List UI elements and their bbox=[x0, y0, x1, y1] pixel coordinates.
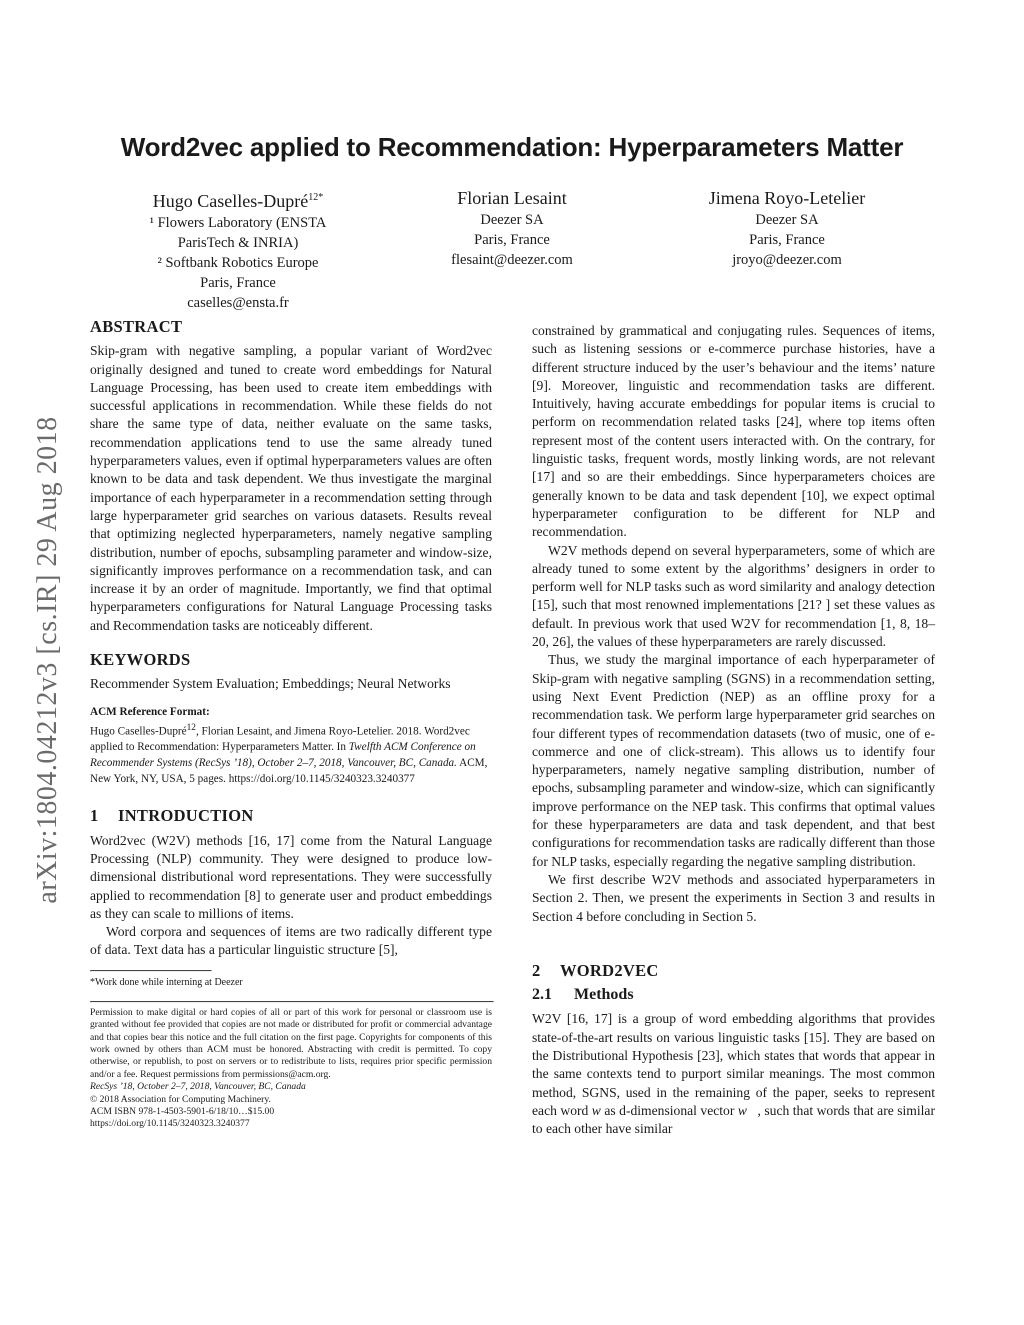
right-column bbox=[532, 322, 935, 1138]
acm-reference-label: ACM Reference Format: bbox=[90, 705, 210, 718]
permission-venue: RecSys ’18, October 2–7, 2018, Vancouver, BC, Canada bbox=[90, 1081, 306, 1093]
methods-paragraph: W2V [16, 17] is a group of word embedding algorithms that provides state-of-the-art results on various linguistic tasks [15]. They are based on the Distributional Hypothesis [23], which states that words that appear in the same contexts tend to purport similar meanings. The most common method, SGNS, used in the remaining of the paper, seeks to represent each word w as d-dimensional vector w⃗, such that words that are similar to each other have similar bbox=[532, 1011, 935, 1137]
keywords-heading: KEYWORDS bbox=[90, 650, 191, 670]
arxiv-stamp bbox=[18, 350, 78, 970]
author-block-2 bbox=[392, 186, 632, 270]
author-block-1 bbox=[118, 186, 358, 313]
abstract-text: Skip-gram with negative sampling, a popular variant of Word2vec originally designed and tuned to create word embeddings for Natural Language Processing, has been used to create item embeddings with successful applications in recommendation. While these fields do not share the same type of data, neither evaluate on the same tasks, recommendation applications tend to use the same already tuned hyperparameters values, even if optimal hyperparameters values are often known to be data and task dependent. We thus investigate the marginal importance of each hyperparameter in a recommendation setting through large hyperparameter grid searches on various datasets. Results reveal that optimizing neglected hyperparameters, namely negative sampling distribution, number of epochs, subsampling parameter and window-size, significantly improves performance on a recommendation task, and can increase it by an order of magnitude. Importantly, we find that optimal hyperparameters configurations for Natural Language Processing tasks and Recommendation tasks are noticeably different. bbox=[90, 343, 492, 633]
author-email: flesaint@deezer.com bbox=[451, 252, 573, 268]
intro-paragraph-3: constrained by grammatical and conjugating rules. Sequences of items, such as listening sessions or e-commerce purchase histories, have a different structure induced by the user’s behaviour and the items’ nature [9]. Moreover, linguistic and recommendation tasks are different. Intuitively, having accurate embeddings for popular items is crucial to perform on recommendation related tasks [24], where top items often represent most of the content users interacted with. On the contrary, for linguistic tasks, frequent words, mostly linking words, are not relevant [17] and so are their embeddings. Since hyperparameters choices are generally known to be data and task dependent [10], we expect optimal hyperparameter configuration to be different for NLP and recommendation. bbox=[532, 323, 935, 540]
left-column bbox=[90, 318, 492, 1131]
acm-reference: ACM Reference Format: Hugo Caselles-Dupré$^{12}$, Florian Lesaint, and Jimena Royo-Letelier. 2018. Word2vec applied to Recommendation: Hyperparameters Matter. In Twelfth ACM Conference on Recommender Systems (RecSys ’18), October 2–7, 2018, Vancouver, BC, Canada. ACM, New York, NY, USA, 5 pages. https://doi.org/10.1145/3240323.3240377 bbox=[90, 704, 492, 788]
methods-heading: 2.1 Methods bbox=[532, 986, 634, 1004]
permission-copyright: © 2018 Association for Computing Machinery. bbox=[90, 1093, 271, 1105]
arxiv-id: arXiv:1804.04212v3 [cs.IR] 29 Aug 2018 bbox=[32, 416, 63, 904]
author-affiliation: Deezer SA bbox=[480, 212, 544, 228]
footnote: *Work done while interning at Deezer bbox=[90, 976, 243, 988]
author-affiliation: ParisTech & INRIA) bbox=[177, 235, 299, 251]
author-location: Paris, France bbox=[200, 275, 276, 291]
author-name: Jimena Royo-Letelier bbox=[708, 188, 866, 208]
permission-text: Permission to make digital or hard copies of all or part of this work for personal or classroom use is granted without fee provided that copies are not made or distributed for profit or commercial advantage and that copies bear this notice and the full citation on the first page. Copyrights for components of this work owned by others than ACM must be honored. Abstracting with credit is permitted. To copy otherwise, or republish, to post on servers or to redistribute to lists, requires prior specific permission and/or a fee. Request permissions from permissions@acm.org. bbox=[90, 1006, 492, 1080]
permission-isbn: ACM ISBN 978-1-4503-5901-6/18/10…$15.00 bbox=[90, 1106, 275, 1117]
author-affiliation: ² Softbank Robotics Europe bbox=[157, 255, 319, 271]
intro-paragraph-1: Word2vec (W2V) methods [16, 17] come from the Natural Language Processing (NLP) community. They were designed to produce low-dimensional distributional word representations. They were successfully applied to recommendation [8] to generate user and product embeddings as they can scale to millions of items. bbox=[90, 832, 492, 921]
author-name: Florian Lesaint bbox=[457, 188, 567, 208]
author-name: Hugo Caselles-Dupré$^{12*}$ bbox=[152, 191, 324, 211]
author-email: caselles@ensta.fr bbox=[187, 295, 289, 311]
permission-doi: https://doi.org/10.1145/3240323.3240377 bbox=[90, 1118, 250, 1130]
permission-block bbox=[90, 1007, 492, 1131]
author-affiliation: ¹ Flowers Laboratory (ENSTA bbox=[149, 215, 327, 231]
author-location: Paris, France bbox=[474, 232, 550, 248]
intro-paragraph-4: W2V methods depend on several hyperparameters, some of which are already tuned to some extent by the algorithms’ designers in order to perform well for NLP tasks such as word similarity and analogy detection [15], such that most renowned implementations [21? ] set these values as default. In previous work that used W2V for recommendation [1, 8, 18–20, 26], the values of these hyperparameters are rarely discussed. bbox=[532, 542, 935, 650]
author-location: Paris, France bbox=[749, 232, 825, 248]
footnote-rule bbox=[90, 970, 212, 972]
intro-heading: 1 INTRODUCTION bbox=[90, 806, 254, 826]
intro-paragraph-6: We first describe W2V methods and associated hyperparameters in Section 2. Then, we present the experiments in Section 3 and results in Section 4 before concluding in Section 5. bbox=[532, 871, 935, 924]
intro-paragraph-2: Word corpora and sequences of items are two radically different type of data. Text data has a particular linguistic structure [5], bbox=[90, 924, 492, 958]
author-email: jroyo@deezer.com bbox=[732, 252, 842, 268]
author-affiliation: Deezer SA bbox=[755, 212, 819, 228]
abstract-heading: ABSTRACT bbox=[90, 317, 183, 336]
permission-rule bbox=[90, 1001, 494, 1003]
intro-paragraph-5: Thus, we study the marginal importance of each hyperparameter of Skip-gram with negative sampling (SGNS) in a recommendation setting, using Next Event Prediction (NEP) as an offline proxy for a recommendation task. We perform large hyperparameter grid searches on four different types of recommendation datasets (two of music, one of e-commerce and one of click-stream). This allows us to identify four hyperparameters, namely negative sampling distribution, number of epochs, subsampling parameter and window-size, which can significantly improve performance on the NEP task. This confirms that optimal values for these hyperparameters are data and task dependent, and that best configurations for recommendation tasks are radically different than those for NLP tasks, especially regarding the negative sampling distribution. bbox=[532, 652, 935, 869]
word2vec-heading: 2 WORD2VEC bbox=[532, 960, 659, 980]
paper-title: Word2vec applied to Recommendation: Hyperparameters Matter bbox=[120, 132, 904, 162]
author-block-3 bbox=[666, 186, 908, 270]
keywords-text: Recommender System Evaluation; Embeddings; Neural Networks bbox=[90, 676, 451, 692]
